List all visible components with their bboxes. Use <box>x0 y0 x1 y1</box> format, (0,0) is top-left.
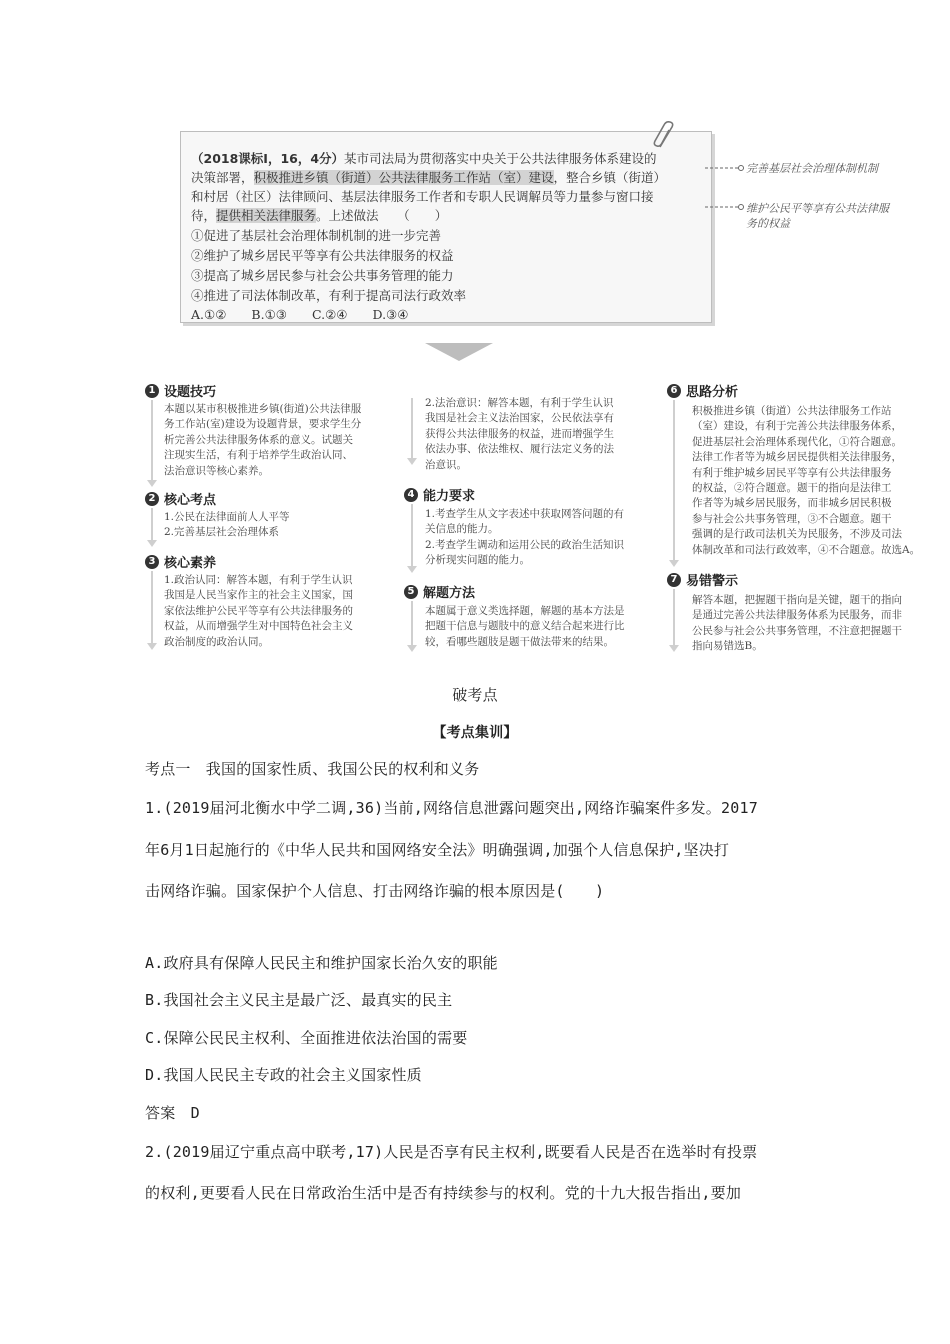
option-2: ②维护了城乡居民平等享有公共法律服务的权益 <box>191 248 454 263</box>
section-3b-line <box>411 398 413 458</box>
section-3-text: 1.政治认同：解答本题，有利于学生认识 我国是人民当家作主的社会主义国家，国 家依法维护公民平等享有公共法律服务的 权益，从而增强学生对中国特色社会主义 政治制度的政治认同。 <box>164 574 353 648</box>
section-7-text: 解答本题，把握题干指向是关键，题干的指向 是通过完善公共法律服务体系为民服务，而非 公民参与社会公共事务管理，不注意把握题干 指向易错选B。 <box>692 594 902 653</box>
section-1-text: 本题以某市积极推进乡镇(街道)公共法律服 务工作站(室)建设为设题背景，要求学生分 析完善公共法律服务体系的意义。试题关 注现实生活，有利于培养学生政治认同、 法治意识等核心素养。 <box>164 403 362 477</box>
q1-line-3: 击网络诈骗。国家保护个人信息、打击网络诈骗的根本原因是( ) <box>145 882 605 900</box>
annotation-leader-lines <box>705 160 745 220</box>
q1-option-a: A.政府具有保障人民民主和维护国家长治久安的职能 <box>145 954 498 972</box>
section-title: 破考点 <box>452 686 498 704</box>
section-4-arrow <box>407 566 417 573</box>
q1-line-1: 1.(2019届河北衡水中学二调,36)当前,网络信息泄露问题突出,网络诈骗案件多发。2017 <box>145 799 758 817</box>
question-line-2: 决策部署，积极推进乡镇（街道）公共法律服务工作站（室）建设，整合乡镇（街道） <box>191 170 667 185</box>
section-5-text: 本题属于意义类选择题，解题的基本方法是 把题干信息与题肢中的意义结合起来进行比 较，看哪些题肢是题干做法带来的结果。 <box>425 605 625 648</box>
section-1-heading: 1 设题技巧 <box>145 381 216 400</box>
q1-option-c: C.保障公民民主权利、全面推进依法治国的需要 <box>145 1029 468 1047</box>
section-6-heading: 6 思路分析 <box>667 381 738 400</box>
question-line-4: 待，提供相关法律服务。上述做法 （ ） <box>191 208 448 223</box>
section-3-arrow <box>147 643 157 650</box>
answer-choices: A.①② B.①③ C.②④ D.③④ <box>191 307 409 322</box>
section-5-arrow <box>407 645 417 652</box>
section-3b-arrow <box>407 458 417 465</box>
section-6-line <box>673 400 675 560</box>
section-4-line <box>411 504 413 566</box>
option-4: ④推进了司法体制改革，有利于提高司法行政效率 <box>191 288 467 303</box>
q2-line-2: 的权利,更要看人民在日常政治生活中是否有持续参与的权利。党的十九大报告指出,要加 <box>145 1184 742 1202</box>
option-1: ①促进了基层社会治理体制机制的进一步完善 <box>191 228 442 243</box>
section-subtitle: 【考点集训】 <box>432 725 518 741</box>
question-line-3: 和村居（社区）法律顾问、基层法律服务工作者和专职人民调解员等力量参与窗口接 <box>191 189 654 204</box>
paperclip-icon <box>652 121 678 151</box>
question-line-1: （2018课标Ⅰ，16，4分）某市司法局为贯彻落实中央关于公共法律服务体系建设的 <box>191 151 657 166</box>
q2-line-1: 2.(2019届辽宁重点高中联考,17)人民是否享有民主权利,既要看人民是否在选举时有投票 <box>145 1143 758 1161</box>
q1-option-b: B.我国社会主义民主是最广泛、最真实的民主 <box>145 991 453 1009</box>
section-2-line <box>151 508 153 540</box>
question-card <box>180 131 712 323</box>
topic-heading: 考点一 我国的国家性质、我国公民的权利和义务 <box>145 760 480 778</box>
section-3b-text: 2.法治意识：解答本题，有利于学生认识 我国是社会主义法治国家，公民依法享有 获得公共法律服务的权益，进而增强学生 依法办事、依法维权、履行法定义务的法 治意识。 <box>425 397 614 471</box>
annotation-2-cont: 务的权益 <box>746 217 790 230</box>
section-2-heading: 2 核心考点 <box>145 489 216 508</box>
section-3-heading: 3 核心素养 <box>145 552 216 571</box>
section-5-line <box>411 601 413 645</box>
question-source: （2018课标Ⅰ，16，4分） <box>191 151 345 166</box>
section-2-text: 1.公民在法律面前人人平等 2.完善基层社会治理体系 <box>164 511 290 539</box>
section-1-arrow <box>147 480 157 487</box>
section-7-line <box>673 589 675 645</box>
option-3: ③提高了城乡居民参与社会公共事务管理的能力 <box>191 268 454 283</box>
annotation-1: 完善基层社会治理体制机制 <box>746 162 878 175</box>
highlight-1: 积极推进乡镇（街道）公共法律服务工作站（室）建设 <box>253 170 554 185</box>
annotation-2: 维护公民平等享有公共法律服 <box>746 202 889 215</box>
section-6-arrow <box>669 560 679 567</box>
highlight-2: 提供相关法律服务 <box>216 208 317 223</box>
section-4-text: 1.考查学生从文字表述中获取网答问题的有 关信息的能力。 2.考查学生调动和运用公民的政治生活知识 分析现实问题的能力。 <box>425 508 625 567</box>
section-6-text: 积极推进乡镇（街道）公共法律服务工作站 （室）建设，有利于完善公共法律服务体系， 促进基层社会治理体系现代化，①符合题意。 法律工作者等为城乡居民提供相关法律服务， 有利于维护城乡居民平等享有公共法律服务 的权益，②符合题意。题干的指向是法律工 作者等为城乡居民服务，而非城乡居民积极 参与社会公共事务管理，③不合题意。题干 强调的是行政司法机关为民服务，不涉及司法 体制改革和司法行政效率，④不合题意。故选A。 <box>692 405 921 556</box>
q1-line-2: 年6月1日起施行的《中华人民共和国网络安全法》明确强调,加强个人信息保护,坚决打 <box>145 841 730 859</box>
section-2-arrow <box>147 540 157 547</box>
section-7-heading: 7 易错警示 <box>667 570 738 589</box>
section-4-heading: 4 能力要求 <box>404 485 475 504</box>
section-3-line <box>151 571 153 643</box>
section-1-line <box>151 400 153 480</box>
q1-answer: 答案 D <box>145 1104 200 1122</box>
down-arrow-icon <box>425 343 493 361</box>
section-5-heading: 5 解题方法 <box>404 582 475 601</box>
section-7-arrow <box>669 645 679 652</box>
q1-option-d: D.我国人民民主专政的社会主义国家性质 <box>145 1066 422 1084</box>
